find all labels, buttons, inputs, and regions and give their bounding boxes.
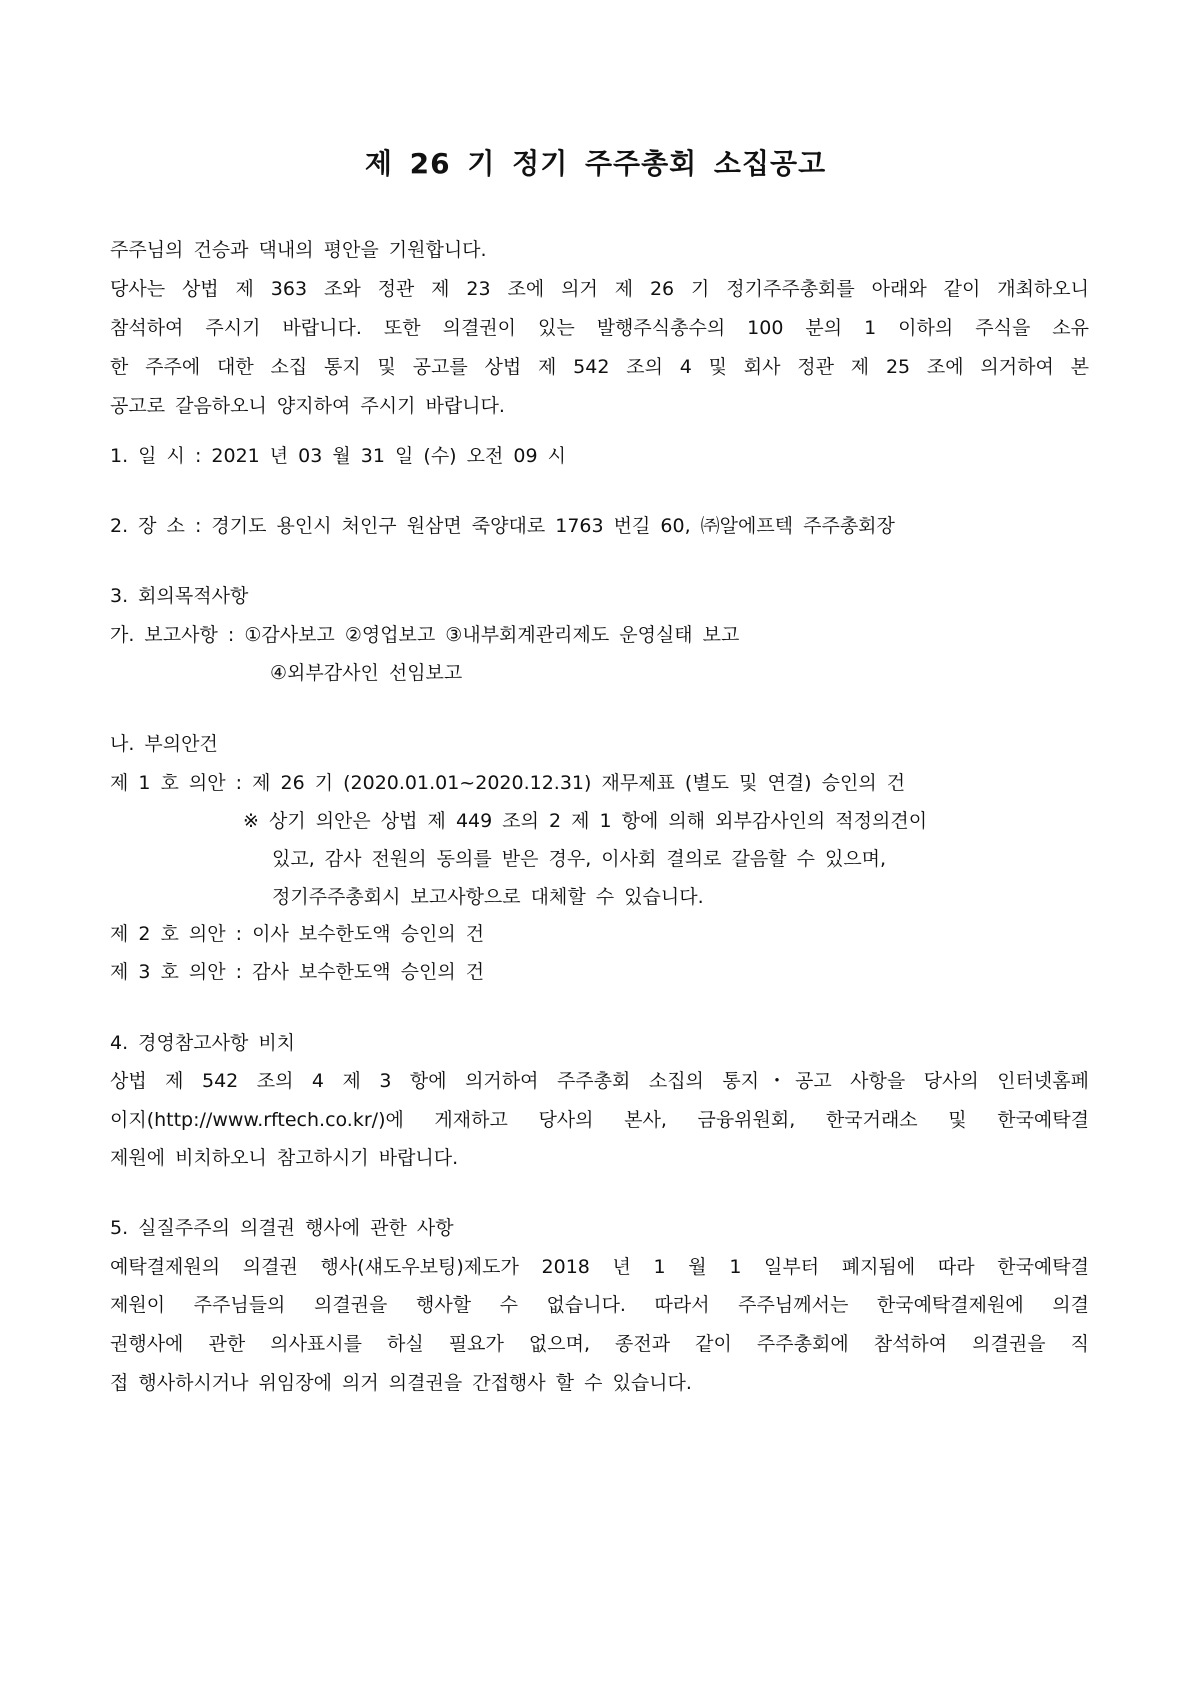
agenda-item-2: 제 2 호 의안 : 이사 보수한도액 승인의 건 bbox=[110, 923, 485, 945]
voting-line: 예탁결제원의 의결권 행사(섀도우보팅)제도가 2018 년 1 월 1 일부터 폐지됨에 따라 한국예탁결 bbox=[110, 1256, 1089, 1278]
intro-line: 한 주주에 대한 소집 통지 및 공고를 상법 제 542 조의 4 및 회사 정관 제 25 조에 의거하여 본 bbox=[110, 356, 1089, 378]
agenda-item-1: 제 1 호 의안 : 제 26 기 (2020.01.01~2020.12.31) 재무제표 (별도 및 연결) 승인의 건 bbox=[110, 772, 906, 794]
intro-line: 주주님의 건승과 댁내의 평안을 기원합니다. bbox=[110, 239, 487, 261]
voting-line: 제원이 주주님들의 의결권을 행사할 수 없습니다. 따라서 주주님께서는 한국예탁결제원에 의결 bbox=[110, 1294, 1089, 1316]
intro-line: 참석하여 주시기 바랍니다. 또한 의결권이 있는 발행주식총수의 100 분의 1 이하의 주식을 소유 bbox=[110, 317, 1089, 339]
intro-line: 당사는 상법 제 363 조와 정관 제 23 조에 의거 제 26 기 정기주주총회를 아래와 같이 개최하오니 bbox=[110, 278, 1089, 300]
agenda-note-line: 정기주주총회시 보고사항으로 대체할 수 있습니다. bbox=[272, 886, 704, 908]
reference-line: 이지(http://www.rftech.co.kr/)에 게재하고 당사의 본사, 금융위원회, 한국거래소 및 한국예탁결 bbox=[110, 1109, 1089, 1131]
voting-line: 접 행사하시거나 위임장에 의거 의결권을 간접행사 할 수 있습니다. bbox=[110, 1372, 692, 1394]
reference-section-heading: 4. 경영참고사항 비치 bbox=[110, 1032, 296, 1054]
agenda-section-heading: 3. 회의목적사항 bbox=[110, 585, 249, 607]
voting-line: 권행사에 관한 의사표시를 하실 필요가 없으며, 종전과 같이 주주총회에 참석하여 의결권을 직 bbox=[110, 1333, 1089, 1355]
report-items-line: ④외부감사인 선임보고 bbox=[270, 662, 463, 684]
agenda-items-heading: 나. 부의안건 bbox=[110, 733, 218, 755]
reference-line: 상법 제 542 조의 4 제 3 항에 의거하여 주주총회 소집의 통지・공고 사항을 당사의 인터넷홈페 bbox=[110, 1070, 1089, 1092]
report-items-line: 가. 보고사항 : ①감사보고 ②영업보고 ③내부회계관리제도 운영실태 보고 bbox=[110, 624, 740, 646]
meeting-datetime: 1. 일 시 : 2021 년 03 월 31 일 (수) 오전 09 시 bbox=[110, 445, 566, 467]
agenda-note-line: ※ 상기 의안은 상법 제 449 조의 2 제 1 항에 의해 외부감사인의 적정의견이 bbox=[243, 810, 928, 832]
agenda-item-3: 제 3 호 의안 : 감사 보수한도액 승인의 건 bbox=[110, 961, 485, 983]
meeting-location: 2. 장 소 : 경기도 용인시 처인구 원삼면 죽양대로 1763 번길 60, ㈜알에프텍 주주총회장 bbox=[110, 515, 895, 537]
reference-line: 제원에 비치하오니 참고하시기 바랍니다. bbox=[110, 1147, 459, 1169]
voting-section-heading: 5. 실질주주의 의결권 행사에 관한 사항 bbox=[110, 1217, 454, 1239]
agenda-note-line: 있고, 감사 전원의 동의를 받은 경우, 이사회 결의로 갈음할 수 있으며, bbox=[272, 848, 887, 870]
page-title: 제 26 기 정기 주주총회 소집공고 bbox=[364, 147, 827, 180]
intro-line: 공고로 갈음하오니 양지하여 주시기 바랍니다. bbox=[110, 395, 505, 417]
